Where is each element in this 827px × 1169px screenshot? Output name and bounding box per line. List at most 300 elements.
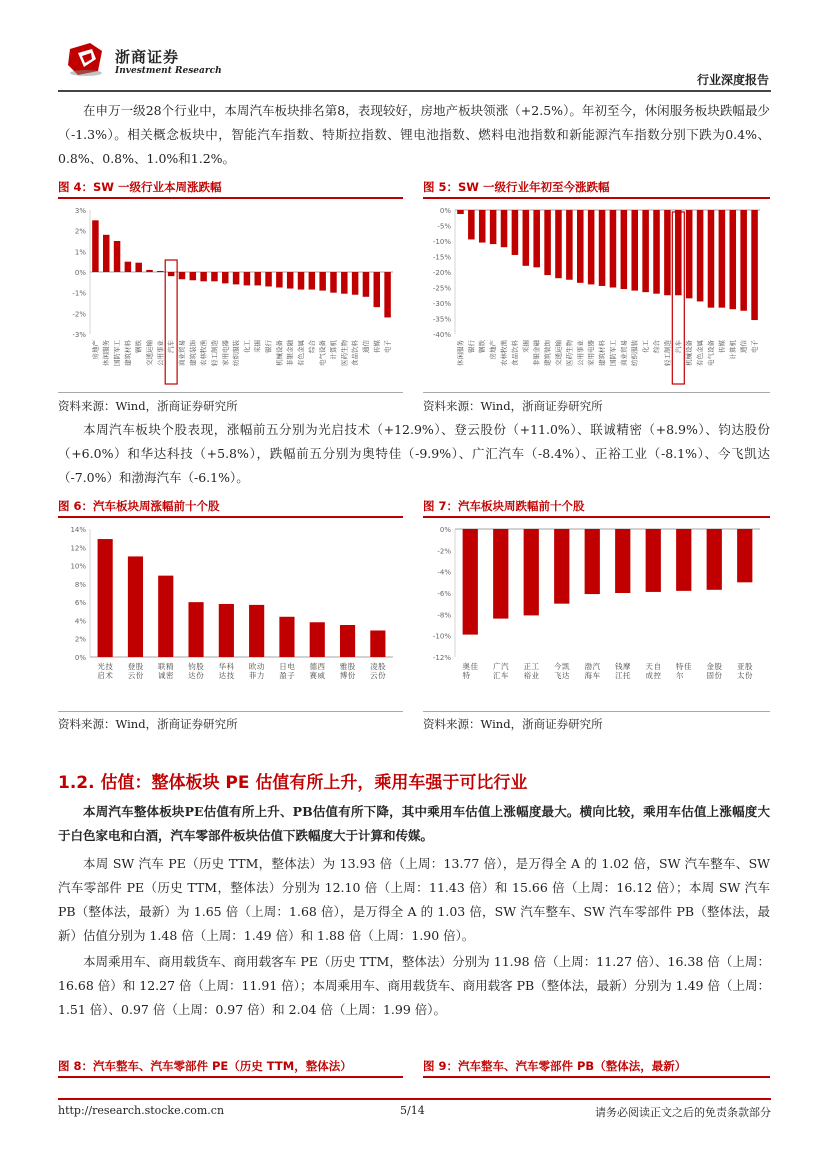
category-label xyxy=(219,661,235,680)
figure-6-source: 资料来源：Wind，浙商证券研究所 xyxy=(58,717,238,731)
bar xyxy=(179,272,185,279)
paragraph-industry-ranking: 在申万一级28个行业中，本周汽车板块排名第8，表现较好，房地产板块领涨（+2.5%）。年初至今，休闲服务板块跌幅最少（-1.3%）。相关概念板块中，智能汽车指数、特斯拉指数、锂电池指数、燃料电池指数和新能源汽车指数分别下跌为0.4%、0.8%、0.8%、1.0%和1.2%。 xyxy=(58,103,770,166)
figure-4-title: 图 4：SW 一级行业本周涨跌幅 xyxy=(58,180,222,194)
category-label-char: 份 xyxy=(378,671,386,680)
paragraph-stock-performance: 本周汽车板块个股表现，涨幅前五分别为光启技术（+12.9%）、登云股份（+11.0%）、联诚精密（+8.9%）、钧达股份（+6.0%）和华达科技（+5.8%），跌幅前五分别为奥特佳（-9.9%）、广汇汽车（-8.4%）、正裕工业（-8.1%）、今飞凯达（-7.0%）和渤海汽车（-6.1%）。 xyxy=(58,422,770,485)
category-label-char: 技 xyxy=(105,662,113,671)
category-label xyxy=(463,661,479,680)
category-label: 纺织服装 xyxy=(232,340,241,366)
y-tick-label: -2% xyxy=(437,547,451,556)
category-label-char: 托 xyxy=(623,671,631,680)
bar xyxy=(523,210,530,266)
bar xyxy=(566,210,573,280)
bar xyxy=(114,241,120,272)
category-label-char: 份 xyxy=(745,671,753,680)
bar xyxy=(675,210,682,295)
bar xyxy=(686,210,693,298)
bar xyxy=(287,272,293,289)
category-label-char: 业 xyxy=(531,671,539,680)
category-label xyxy=(188,662,204,680)
category-label: 农林牧渔 xyxy=(199,340,208,366)
category-label-char: 达 xyxy=(218,671,227,680)
y-tick-label: -8% xyxy=(437,611,451,620)
category-label-char: 控 xyxy=(653,671,661,680)
category-label-char: 太 xyxy=(737,671,745,680)
figure-9-rule xyxy=(423,1076,770,1078)
category-label-char: 飞 xyxy=(554,671,562,680)
bar xyxy=(544,210,551,275)
bar xyxy=(533,210,540,267)
category-label: 公用事业 xyxy=(576,340,585,366)
figure-6-rule xyxy=(58,516,403,518)
bar xyxy=(125,262,131,272)
y-tick-label: 10% xyxy=(70,562,86,571)
category-label-char: 子 xyxy=(287,671,295,680)
category-label-char: 渤 xyxy=(584,662,592,671)
category-label xyxy=(585,661,601,680)
bar xyxy=(610,210,617,288)
bar xyxy=(135,263,141,272)
category-label: 综合 xyxy=(307,340,316,353)
figure-4-bottom-rule xyxy=(58,392,403,393)
category-label xyxy=(646,661,662,680)
bar xyxy=(501,210,508,247)
category-label: 商业贸易 xyxy=(177,340,186,366)
category-label-char: 密 xyxy=(166,671,174,680)
category-label-char: 份 xyxy=(714,671,722,680)
category-label: 计算机 xyxy=(329,340,338,360)
category-label-char: 江 xyxy=(615,671,623,680)
bar xyxy=(751,210,758,320)
category-label xyxy=(524,662,540,680)
category-label-char: 股 xyxy=(745,662,753,671)
category-label-char: 股 xyxy=(714,662,722,671)
section-heading-valuation: 1.2. 估值：整体板块 PE 估值有所上升，乘用车强于可比行业 xyxy=(58,773,528,793)
category-label xyxy=(554,661,570,680)
category-label: 休闲服务 xyxy=(456,340,465,366)
category-label-char: 自 xyxy=(653,662,661,671)
figure-6-bottom-rule xyxy=(58,711,403,712)
category-label xyxy=(249,661,265,680)
bar xyxy=(479,210,486,243)
category-label xyxy=(158,661,174,680)
category-label-char: 亚 xyxy=(737,662,745,671)
category-label-char: 固 xyxy=(706,671,714,680)
bar xyxy=(244,272,250,285)
footer-disclaimer: 请务必阅读正文之后的免责条款部分 xyxy=(595,1106,771,1119)
category-label-char: 科 xyxy=(226,662,235,671)
y-tick-label: -35% xyxy=(432,315,451,324)
category-label-char: 力 xyxy=(256,671,265,680)
figure-9-title: 图 9：汽车整车、汽车零部件 PB（整体法，最新） xyxy=(423,1059,687,1073)
category-label-char: 精 xyxy=(166,662,174,671)
category-label-char: 佳 xyxy=(470,662,478,671)
bar xyxy=(158,576,173,657)
bar xyxy=(646,529,661,592)
bar xyxy=(219,604,234,657)
y-tick-label: -25% xyxy=(432,284,451,293)
y-tick-label: -3% xyxy=(72,331,86,339)
bar xyxy=(577,210,584,283)
footer-url[interactable]: http://research.stocke.com.cn xyxy=(58,1104,225,1117)
category-label-char: 凯 xyxy=(562,662,570,671)
category-label: 医药生物 xyxy=(340,340,349,366)
category-label-char: 云 xyxy=(370,671,378,680)
category-label xyxy=(279,661,295,680)
category-label: 休闲服务 xyxy=(102,340,111,366)
y-tick-label: 6% xyxy=(74,599,86,608)
figure-5-rule xyxy=(423,197,770,199)
category-label: 计算机 xyxy=(728,340,737,360)
category-label-char: 电 xyxy=(287,662,295,671)
bar xyxy=(707,529,722,590)
category-label-char: 正 xyxy=(523,662,531,671)
bar xyxy=(374,272,380,307)
category-label-char: 雅 xyxy=(339,662,348,671)
category-label-char: 德 xyxy=(309,662,317,671)
category-label-char: 达 xyxy=(188,671,196,680)
category-label: 医药生物 xyxy=(565,340,574,366)
bar xyxy=(621,210,628,289)
category-label-char: 菲 xyxy=(248,671,257,680)
category-label: 机械设备 xyxy=(275,340,284,366)
bar xyxy=(279,617,294,657)
category-label xyxy=(97,661,113,680)
highlight-box xyxy=(165,260,177,384)
y-tick-label: -10% xyxy=(432,632,451,641)
bar xyxy=(740,210,747,311)
category-label-char: 凌 xyxy=(370,662,378,671)
category-label: 农林牧渔 xyxy=(500,340,509,366)
bar xyxy=(98,539,113,657)
category-label: 建筑装饰 xyxy=(188,340,197,366)
figure-7-chart xyxy=(423,521,770,709)
y-tick-label: 0% xyxy=(439,207,451,215)
category-label-char: 今 xyxy=(554,662,562,671)
category-label: 房地产 xyxy=(489,340,498,360)
bar xyxy=(697,210,704,301)
category-label: 交通运输 xyxy=(554,340,563,366)
y-tick-label: -15% xyxy=(432,253,451,262)
category-label-char: 股 xyxy=(135,662,144,671)
category-label-char: 博 xyxy=(339,671,348,680)
bar xyxy=(168,272,174,276)
figure-5-chart xyxy=(423,202,770,390)
category-label-char: 裕 xyxy=(523,671,531,680)
figure-8-rule xyxy=(58,1076,403,1078)
bar xyxy=(211,272,217,281)
logo-company-name: 浙商证券 xyxy=(115,48,180,66)
y-tick-label: -6% xyxy=(437,590,451,598)
bar xyxy=(146,270,152,272)
bar xyxy=(708,210,715,308)
bar xyxy=(512,210,519,255)
category-label-char: 动 xyxy=(256,662,265,671)
bar xyxy=(463,529,478,635)
y-tick-label: -12% xyxy=(432,654,451,662)
bar xyxy=(254,272,260,285)
category-label: 食品饮料 xyxy=(351,340,360,366)
category-label: 建筑材料 xyxy=(598,340,607,366)
figure-8-title: 图 8：汽车整车、汽车零部件 PE（历史 TTM，整体法） xyxy=(58,1059,352,1073)
report-type: 行业深度报告 xyxy=(696,73,769,87)
bar xyxy=(490,210,497,244)
category-label-char: 车 xyxy=(501,671,509,680)
category-label-char: 汽 xyxy=(501,662,509,671)
category-label-char: 佳 xyxy=(684,662,692,671)
bar xyxy=(190,272,196,280)
category-label: 银行 xyxy=(467,340,476,353)
bar xyxy=(555,210,562,278)
category-label: 电气设备 xyxy=(318,340,327,366)
category-label-char: 光 xyxy=(97,662,105,671)
y-tick-label: -20% xyxy=(432,269,451,277)
category-label-char: 诚 xyxy=(158,671,166,680)
category-label-char: 尔 xyxy=(676,671,684,680)
figure-4-source: 资料来源：Wind，浙商证券研究所 xyxy=(58,399,238,413)
category-label: 通信 xyxy=(739,340,748,353)
bar xyxy=(330,272,336,293)
bar xyxy=(249,605,264,657)
category-label xyxy=(128,661,144,680)
bar xyxy=(370,630,385,657)
category-label-char: 份 xyxy=(196,671,204,680)
category-label-char: 特 xyxy=(462,671,470,680)
category-label-char: 份 xyxy=(135,671,144,680)
figure-7-rule xyxy=(423,516,770,518)
bar xyxy=(599,210,606,286)
category-label: 采掘 xyxy=(253,340,262,353)
bar xyxy=(457,210,464,214)
category-label: 非银金融 xyxy=(532,340,541,366)
bar xyxy=(92,220,98,272)
category-label-char: 华 xyxy=(218,662,227,671)
category-label-char: 钧 xyxy=(188,662,196,671)
category-label-char: 车 xyxy=(592,671,600,680)
category-label-char: 股 xyxy=(196,662,204,671)
category-label: 国防军工 xyxy=(113,340,122,366)
category-label-char: 成 xyxy=(645,671,653,680)
category-label: 房地产 xyxy=(91,340,100,360)
y-tick-label: 14% xyxy=(70,526,86,534)
category-label: 家用电器 xyxy=(221,340,230,366)
bar xyxy=(664,210,671,295)
category-label-char: 特 xyxy=(676,662,684,671)
figure-6-chart xyxy=(58,521,403,709)
figure-5-title: 图 5：SW 一级行业年初至今涨跌幅 xyxy=(423,180,610,194)
category-label-char: 联 xyxy=(158,662,166,671)
category-label-char: 工 xyxy=(531,662,539,671)
bar xyxy=(222,272,228,283)
category-label: 有色金属 xyxy=(696,340,705,366)
category-label-char: 云 xyxy=(127,671,136,680)
category-label: 采掘 xyxy=(521,340,530,353)
category-label: 钢铁 xyxy=(478,340,487,353)
bar xyxy=(309,272,315,290)
category-label-char: 达 xyxy=(562,671,570,680)
bar xyxy=(588,210,595,284)
y-tick-label: -5% xyxy=(437,222,451,231)
category-label: 通信 xyxy=(361,340,370,353)
figure-7-source: 资料来源：Wind，浙商证券研究所 xyxy=(423,717,603,731)
y-tick-label: 8% xyxy=(74,580,86,589)
bar xyxy=(200,272,206,281)
category-label-char: 赛 xyxy=(309,671,317,680)
category-label: 电气设备 xyxy=(706,340,715,366)
figure-5-source: 资料来源：Wind，浙商证券研究所 xyxy=(423,399,603,413)
figure-7-bottom-rule xyxy=(423,711,770,712)
y-tick-label: 1% xyxy=(74,248,86,257)
category-label: 电子 xyxy=(750,340,759,353)
y-tick-label: 12% xyxy=(70,544,86,553)
figure-7-title: 图 7：汽车板块周跌幅前十个股 xyxy=(423,499,585,513)
y-tick-label: 2% xyxy=(74,635,86,644)
category-label-char: 日 xyxy=(279,662,287,671)
category-label xyxy=(340,661,356,680)
bar xyxy=(352,272,358,295)
category-label: 交通运输 xyxy=(145,340,154,366)
figure-4-chart xyxy=(58,202,403,390)
category-label xyxy=(737,662,753,680)
bar xyxy=(157,271,163,272)
paragraph-valuation-summary: 本周汽车整体板块PE估值有所上升、PB估值有所下降，其中乘用车估值上涨幅度最大。横向比较，乘用车估值上涨幅度大于白色家电和白酒，汽车零部件板块估值下跌幅度大于计算和传媒。 xyxy=(58,804,770,843)
category-label-char: 汽 xyxy=(592,662,600,671)
category-label: 国防军工 xyxy=(608,340,617,366)
category-label: 综合 xyxy=(652,340,661,353)
category-label: 建筑材料 xyxy=(123,340,132,366)
y-tick-label: -1% xyxy=(72,289,86,298)
category-label xyxy=(370,661,386,680)
category-label: 非银金融 xyxy=(286,340,295,366)
y-tick-label: 0% xyxy=(74,269,86,277)
bar xyxy=(468,210,475,239)
category-label xyxy=(493,661,509,680)
bar xyxy=(730,210,737,309)
category-label-char: 奥 xyxy=(462,662,470,671)
category-label: 轻工制造 xyxy=(210,340,219,366)
category-label: 汽车 xyxy=(674,340,683,353)
category-label-char: 摩 xyxy=(623,662,631,671)
category-label-char: 登 xyxy=(127,662,136,671)
bar xyxy=(585,529,600,594)
category-label-char: 广 xyxy=(493,662,501,671)
category-label: 机械设备 xyxy=(685,340,694,366)
page-number: 5/14 xyxy=(400,1104,425,1117)
bar xyxy=(631,210,638,291)
category-label-char: 汇 xyxy=(493,671,501,680)
bar xyxy=(653,210,660,294)
bar xyxy=(340,625,355,657)
y-tick-label: -2% xyxy=(72,310,86,319)
category-label: 汽车 xyxy=(167,340,176,353)
category-label-char: 天 xyxy=(645,662,653,671)
category-label-char: 威 xyxy=(317,671,325,680)
category-label: 传媒 xyxy=(717,340,726,353)
category-label-char: 启 xyxy=(97,671,105,680)
figure-5-bottom-rule xyxy=(423,392,770,393)
y-tick-label: -4% xyxy=(437,568,451,577)
paragraph-vehicle-valuation: 本周乘用车、商用载货车、商用载客车 PE（历史 TTM，整体法）分别为 11.98 倍（上周：11.27 倍）、16.38 倍（上周：16.68 倍）和 12.27 倍（上周：11.91 倍）；本周乘用车、商用载货车、商用载客 PB（整体法，最新）分别为 1.49 倍（上周：1.51 倍）、0.97 倍（上周：0.97 倍）和 2.04 倍（上周：1.99 倍）。 xyxy=(58,954,770,1017)
y-tick-label: 4% xyxy=(74,617,86,626)
y-tick-label: 0% xyxy=(439,526,451,534)
category-label-char: 术 xyxy=(105,671,113,680)
bar xyxy=(310,622,325,657)
category-label: 商业贸易 xyxy=(619,340,628,366)
footer-divider xyxy=(58,1098,771,1100)
y-tick-label: 0% xyxy=(74,654,86,662)
bar xyxy=(676,529,691,591)
company-logo-icon xyxy=(64,41,108,77)
category-label: 家用电器 xyxy=(587,340,596,366)
bar xyxy=(363,272,369,297)
bar xyxy=(554,529,569,604)
category-label: 传媒 xyxy=(372,340,381,353)
category-label: 食品饮料 xyxy=(510,340,519,366)
category-label-char: 金 xyxy=(706,662,714,671)
logo-tagline: Investment Research xyxy=(115,66,222,76)
category-label xyxy=(707,661,723,680)
category-label-char: 西 xyxy=(317,662,325,671)
y-tick-label: 2% xyxy=(74,227,86,236)
category-label-char: 海 xyxy=(584,671,592,680)
category-label: 公用事业 xyxy=(156,340,165,366)
category-label-char: 欧 xyxy=(248,662,257,671)
y-tick-label: -40% xyxy=(432,331,451,339)
category-label-char: 钱 xyxy=(615,662,623,671)
category-label-char: 技 xyxy=(226,671,235,680)
bar xyxy=(276,272,282,288)
category-label: 化工 xyxy=(641,340,650,353)
figure-6-title: 图 6：汽车板块周涨幅前十个股 xyxy=(58,499,220,513)
category-label-char: 股 xyxy=(378,662,386,671)
bar xyxy=(128,556,143,657)
header-divider xyxy=(58,90,771,92)
category-label: 轻工制造 xyxy=(663,340,672,366)
bar xyxy=(298,272,304,290)
bar xyxy=(188,602,203,657)
y-tick-label: -30% xyxy=(432,300,451,308)
bar xyxy=(642,210,649,292)
y-tick-label: -10% xyxy=(432,238,451,246)
category-label: 有色金属 xyxy=(297,340,306,366)
category-label: 钢铁 xyxy=(134,340,143,353)
category-label: 银行 xyxy=(264,340,273,353)
bar xyxy=(615,529,630,593)
bar xyxy=(737,529,752,582)
bar xyxy=(719,210,726,308)
figure-4-rule xyxy=(58,197,403,199)
bar xyxy=(233,272,239,284)
bar xyxy=(103,235,109,272)
category-label xyxy=(676,661,692,680)
bar xyxy=(493,529,508,619)
bar xyxy=(384,272,390,317)
bar xyxy=(524,529,539,615)
bar xyxy=(265,272,271,286)
bar xyxy=(341,272,347,294)
category-label-char: 股 xyxy=(347,662,356,671)
category-label xyxy=(310,661,326,680)
category-label xyxy=(615,661,631,680)
category-label: 建筑装饰 xyxy=(543,340,552,366)
category-label-char: 份 xyxy=(347,671,356,680)
category-label: 纺织服装 xyxy=(630,340,639,366)
paragraph-sw-valuation: 本周 SW 汽车 PE（历史 TTM，整体法）为 13.93 倍（上周：13.77 倍），是万得全 A 的 1.02 倍，SW 汽车整车、SW 汽车零部件 PE（历史 TTM，整体法）分别为 12.10 倍（上周：11.43 倍）和 15.66 倍（上周：16.12 倍）；本周 SW 汽车 PB（整体法，最新）为 1.65 倍（上周：1.68 倍），是万得全 A 的 1.03 倍，SW 汽车整车、SW 汽车零部件 PB（整体法，最新）估值分别为 1.48 倍（上周：1.49 倍）和 1.88 倍（上周：1.90 倍）。 xyxy=(58,856,770,943)
bar xyxy=(319,272,325,291)
y-tick-label: 3% xyxy=(74,207,86,215)
category-label: 化工 xyxy=(242,340,251,353)
category-label: 电子 xyxy=(383,340,392,353)
